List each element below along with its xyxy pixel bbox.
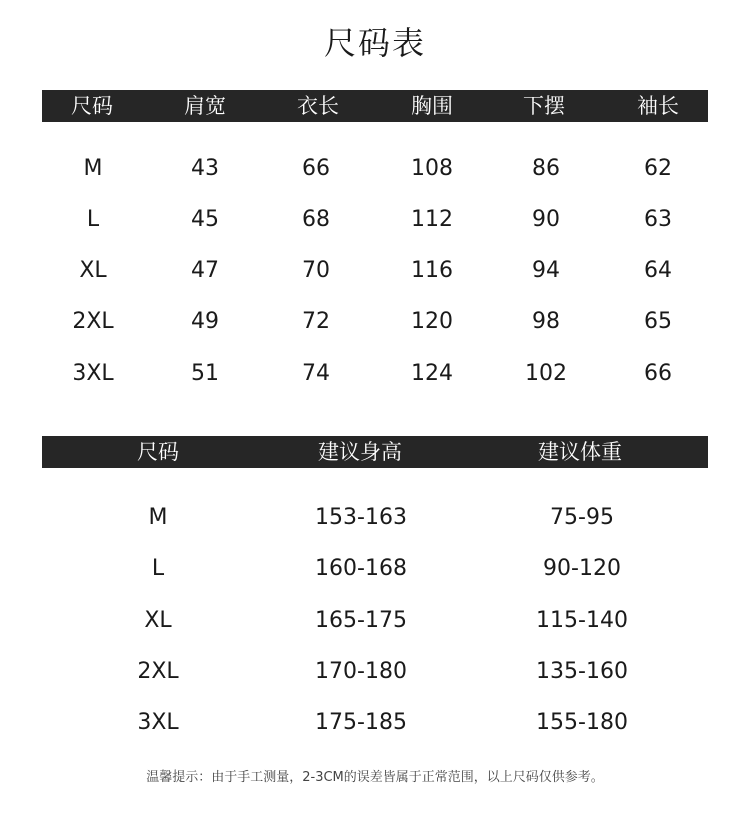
cell-sleeve: 66: [644, 361, 672, 386]
cell-weight: 90-120: [543, 556, 621, 581]
cell-shoulder: 47: [191, 258, 219, 283]
header-weight: 建议体重: [538, 440, 622, 464]
table-row: [0, 708, 750, 738]
cell-height: 153-163: [315, 505, 407, 530]
cell-chest: 120: [411, 309, 453, 334]
cell-shoulder: 45: [191, 207, 219, 232]
cell-chest: 116: [411, 258, 453, 283]
cell-sleeve: 65: [644, 309, 672, 334]
cell-size: M: [83, 156, 103, 181]
header-hem: 下摆: [523, 94, 565, 118]
table-row: [0, 606, 750, 636]
header-shoulder: 肩宽: [184, 94, 226, 118]
cell-length: 68: [302, 207, 330, 232]
cell-size: L: [86, 207, 100, 232]
measurement-table-header: [42, 90, 708, 122]
cell-height: 175-185: [315, 710, 407, 735]
header-sleeve: 袖长: [637, 94, 679, 118]
header-size: 尺码: [71, 94, 113, 118]
cell-size: XL: [79, 258, 107, 283]
cell-chest: 112: [411, 207, 453, 232]
table-row: [0, 154, 750, 184]
cell-hem: 94: [532, 258, 560, 283]
cell-hem: 102: [525, 361, 567, 386]
cell-sleeve: 64: [644, 258, 672, 283]
measurement-note: 温馨提示：由于手工测量，2-3CM的误差皆属于正常范围，以上尺码仅供参考。: [146, 770, 604, 785]
table-row: [0, 503, 750, 533]
cell-sleeve: 62: [644, 156, 672, 181]
recommendation-table-header: [42, 436, 708, 468]
cell-weight: 75-95: [550, 505, 614, 530]
cell-weight: 135-160: [536, 659, 628, 684]
cell-chest: 108: [411, 156, 453, 181]
table-row: [0, 205, 750, 235]
cell-size: L: [151, 556, 165, 581]
cell-size: 2XL: [72, 309, 114, 334]
table-row: [0, 256, 750, 286]
cell-sleeve: 63: [644, 207, 672, 232]
cell-chest: 124: [411, 361, 453, 386]
cell-hem: 98: [532, 309, 560, 334]
cell-size: XL: [144, 608, 172, 633]
cell-size: 3XL: [72, 361, 114, 386]
header-size: 尺码: [137, 440, 179, 464]
cell-height: 160-168: [315, 556, 407, 581]
cell-hem: 90: [532, 207, 560, 232]
cell-shoulder: 51: [191, 361, 219, 386]
cell-height: 165-175: [315, 608, 407, 633]
table-row: [0, 554, 750, 584]
cell-length: 66: [302, 156, 330, 181]
header-chest: 胸围: [411, 94, 453, 118]
cell-length: 70: [302, 258, 330, 283]
cell-weight: 155-180: [536, 710, 628, 735]
header-length: 衣长: [297, 94, 339, 118]
cell-weight: 115-140: [536, 608, 628, 633]
cell-shoulder: 43: [191, 156, 219, 181]
cell-hem: 86: [532, 156, 560, 181]
cell-size: 3XL: [137, 710, 179, 735]
header-height: 建议身高: [318, 440, 402, 464]
cell-height: 170-180: [315, 659, 407, 684]
table-row: [0, 657, 750, 687]
table-row: [0, 359, 750, 389]
cell-length: 72: [302, 309, 330, 334]
cell-shoulder: 49: [191, 309, 219, 334]
cell-size: M: [148, 505, 168, 530]
table-row: [0, 307, 750, 337]
page-title: 尺码表: [323, 24, 426, 62]
cell-length: 74: [302, 361, 330, 386]
cell-size: 2XL: [137, 659, 179, 684]
